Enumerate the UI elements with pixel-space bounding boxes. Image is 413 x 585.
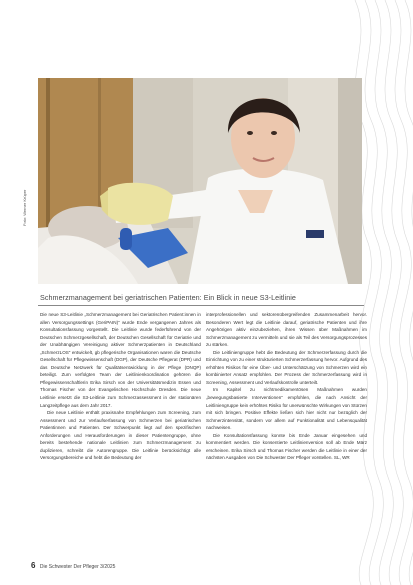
paragraph: Die neue Leitlinie enthält praxisnahe Empfehlungen zum Screening, zum Assessment und zur Verlaufserfassung von Schmerzen bei geriatrischen Patientinnen und Patienten. Der Schwerpunkt liegt auf den spezifischen Anforderungen und Herausforderungen in dieser Patientengruppe, ohne bereits bestehende nationale Leitlinien zum Schmerzmanagement zu duplizieren, schreibt die Autorengruppe. Die Leitlinie berücksichtigt alle Versorgungsbereiche und hebt die Bedeutung der (40, 410, 201, 461)
publication-name: Die Schwester Der Pfleger 3/2025 (39, 564, 116, 570)
caption-divider (38, 305, 364, 306)
article-photo (38, 78, 362, 284)
article-column-left (40, 311, 201, 462)
photo-caption: Schmerzmanagement bei geriatrischen Patienten: Ein Blick in neue S3-Leitlinie (40, 293, 296, 302)
page-footer (31, 561, 115, 570)
paragraph: Die Leitliniengruppe hebt die Bedeutung der Schmerzerfassung durch die Einrichtung von zu einer strukturierten Schmerzerfassung hervor. Aufgrund des erhöhten Risikos für eine Über- und Unterschätzung von Schmerzen wird ein kombinierter Ansatz empfohlen. Der Prozess der Schmerzerfassung wird in Screening, Assessment und Verlaufskontrolle unterteilt. (206, 349, 367, 385)
photo-credit: Foto: Werner Krüper (22, 189, 27, 226)
article-column-right (206, 311, 367, 462)
paragraph: Im Kapitel zu nichtmedikamentösen Maßnahmen wurden „bewegungsbasierte Interventionen“ empfohlen, die nach Ansicht der Leitliniengruppe kein erhöhtes Risiko für unerwünschte Wirkungen von Stürzen mit sich bringen. Positive Effekte ließen sich hier nicht nur bezüglich der Schmerzintensität, sondern vor allem auf Funktionalität und Lebensqualität nachweisen. (206, 387, 367, 431)
paragraph: Die Konsultationsfassung konnte bis Ende Januar eingesehen und kommentiert werden. Die konsentierte Leitlinienversion soll ab Ende März erscheinen. Erika Sirsch und Thomas Fischer werden die Leitlinie in einer der nächsten Ausgaben von Die Schwester Der Pfleger vorstellen. SL, WR (206, 432, 367, 461)
paragraph: interprofessionellen und sektorenübergreifenden Zusammenarbeit hervor. Besonderen Wert legt die Leitlinie darauf, geriatrische Patienten und ihre Angehörigen aktiv einzubeziehen, ihren Wissen über Maßnahmen im Schmerzmanagement zu vermitteln und sie als Teil des Versorgungsprozesses zu stärken. (206, 312, 367, 348)
page-number: 6 (31, 561, 36, 570)
nurse-with-patient-illustration (38, 78, 362, 284)
paragraph: Die neue S3-Leitlinie „Schmerzmanagement bei Geriatrischen Patient:innen in allen Versorgungssettings (GeriPAIN)“ wurde Ende vergangenen Jahres als Konsultationsfassung vorgestellt. Die Leitlinie wurde federführend von der Deutschen Schmerzgesellschaft, der Deutschen Gesellschaft für Geriatrie und der Unabhängigen Vereinigung aktiver Schmerzpatienten in Deutschland „SchmerzLOS“ entwickelt, gb pflegerische Organisationen waren die Deutsche Gesellschaft für Pflegewissenschaft (DGP), der Deutsche Pflegerat (DPR) und das Deutsche Netzwerk für Qualitätsentwicklung in der Pflege (DNQP) beteiligt. Zum verfolgten Team der Leitlinienkoordination gehören die Pflegewissenschaftlerin Erika Sirsch von der Universitätsmedizin Essen und Thomas Fischer von der Evangelischen Hochschule Dresden. Die neue Leitlinie ersetzt die S3-Leitlinie zum Schmerzassessment in der stationären Langzeitpflege aus dem Jahr 2017. (40, 312, 201, 408)
